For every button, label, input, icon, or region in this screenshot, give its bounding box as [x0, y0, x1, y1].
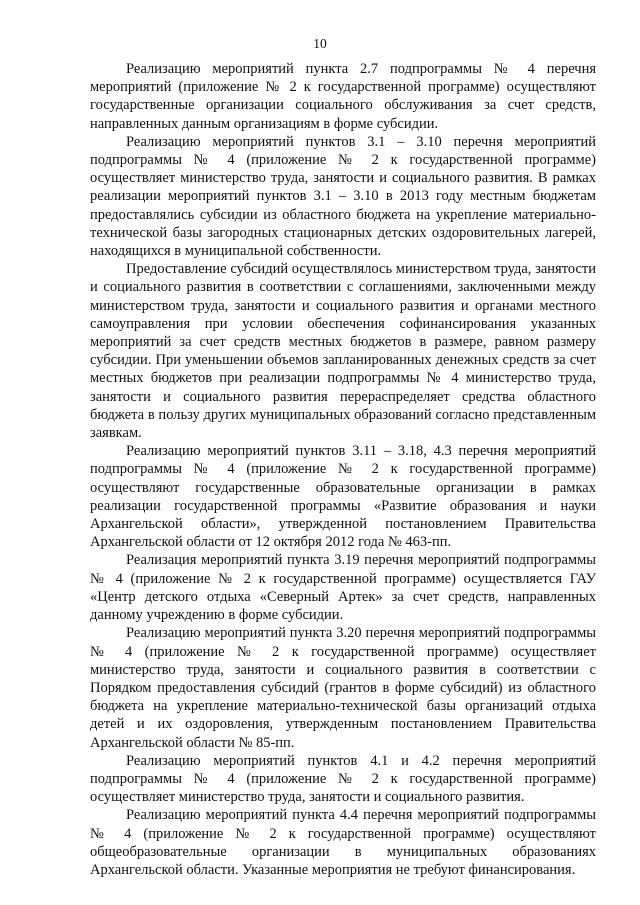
paragraph-subsidy-provision: Предоставление субсидий осуществлялось министерством труда, занятости и социального развития в соответствии с соглашениями, заключенными между министерством труда, занятости и социального развития и органами местного самоуправления при условии обеспечения софинансирования указанных мероприятий за счет средств местных бюджетов в размере, равном размеру субсидии. При уменьшении объемов запланированных денежных средств за счет местных бюджетов при реализации подпрограммы № 4 министерство труда, занятости и социального развития перераспределяет средства областного бюджета в пользу других муниципальных образований согласно представленным заявкам.	[90, 261, 596, 442]
paragraph-items-4-1-4-2: Реализацию мероприятий пунктов 4.1 и 4.2 перечня мероприятий подпрограммы № 4 (приложение № 2 к государственной программе) осуществляет министерство труда, занятости и социального развития.	[90, 752, 596, 806]
paragraph-item-2-7: Реализацию мероприятий пункта 2.7 подпрограммы № 4 перечня мероприятий (приложение № 2 к государственной программе) осуществляют государственные организации социального обслуживания за счет средств, направленных данным организациям в форме субсидии.	[90, 61, 596, 132]
document-body	[90, 60, 596, 879]
paragraph-item-3-20: Реализацию мероприятий пункта 3.20 перечня мероприятий подпрограммы № 4 (приложение № 2 к государственной программе) осуществляет министерство труда, занятости и социального развития в соответствии с Порядком предоставления субсидий (грантов в форме субсидий) из областного бюджета на укрепление материально-технической базы организаций отдыха детей и их оздоровления, утвержденным постановлением Правительства Архангельской области № 85-пп.	[90, 625, 596, 751]
paragraph-item-4-4: Реализацию мероприятий пункта 4.4 перечня мероприятий подпрограммы № 4 (приложение № 2 к государственной программе) осуществляют общеобразовательные организации в муниципальных образованиях Архангельской области. Указанные мероприятия не требуют финансирования.	[90, 807, 596, 878]
paragraph-item-3-19: Реализация мероприятий пункта 3.19 перечня мероприятий подпрограммы № 4 (приложение № 2 к государственной программе) осуществляется ГАУ «Центр детского отдыха «Северный Артек» за счет средств, направленных данному учреждению в форме субсидии.	[90, 552, 596, 624]
page-number: 10	[313, 36, 327, 51]
paragraph-items-3-1-3-10: Реализацию мероприятий пунктов 3.1 – 3.10 перечня мероприятий подпрограммы № 4 (приложение № 2 к государственной программе) осуществляет министерство труда, занятости и социального развития. В рамках реализации мероприятий пунктов 3.1 – 3.10 в 2013 году местным бюджетам предоставлялись субсидии из областного бюджета на укрепление материально-технической базы загородных стационарных детских оздоровительных лагерей, находящихся в муниципальной собственности.	[90, 133, 596, 260]
paragraph-items-3-11-3-18: Реализацию мероприятий пунктов 3.11 – 3.18, 4.3 перечня мероприятий подпрограммы № 4 (приложение № 2 к государственной программе) осуществляют государственные образовательные организации в рамках реализации государственной программы «Развитие образования и науки Архангельской области», утвержденной постановлением Правительства Архангельской области от 12 октября 2012 года № 463-пп.	[90, 443, 596, 551]
